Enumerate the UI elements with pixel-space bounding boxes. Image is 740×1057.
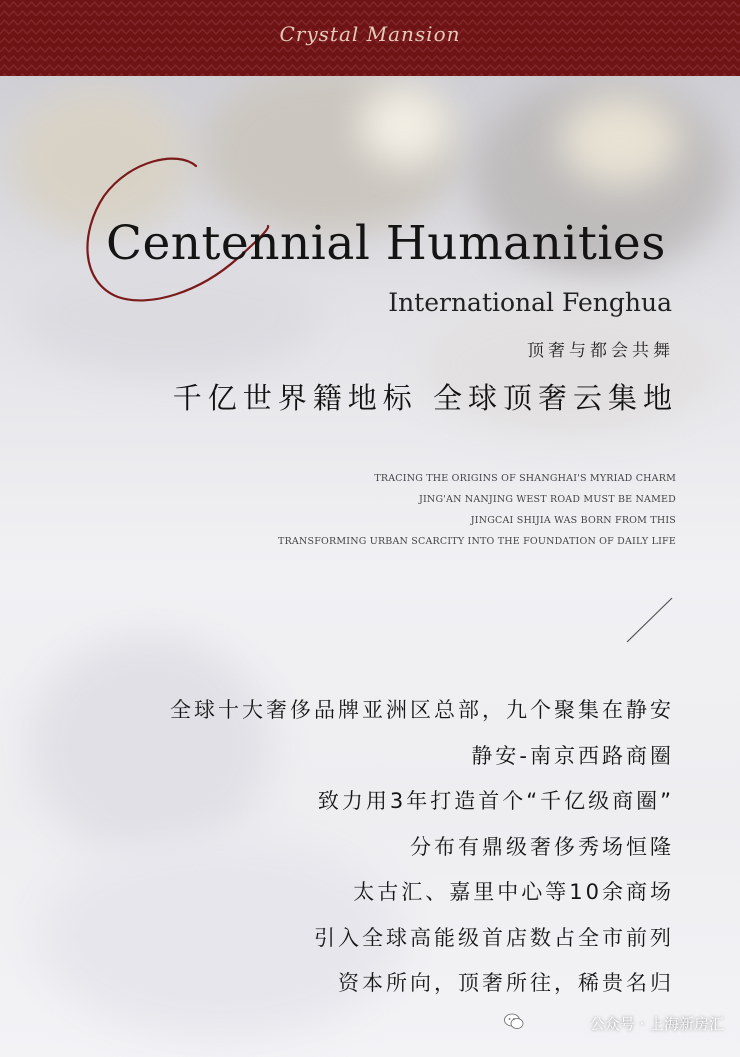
brand-logo: Crystal Mansion (279, 22, 461, 46)
body-line: 静安-南京西路商圈 (471, 743, 674, 768)
body-line: 资本所向，顶奢所往，稀贵名归 (338, 971, 674, 995)
wechat-icon (504, 1013, 524, 1030)
english-line: JINGCAI SHIJIA WAS BORN FROM THIS (470, 515, 676, 526)
body-line: 太古汇、嘉里中心等10余商场 (353, 880, 674, 904)
body-line: 全球十大奢侈品牌亚洲区总部，九个聚集在静安 (170, 698, 674, 722)
english-line: TRANSFORMING URBAN SCARCITY INTO THE FOUNDATION OF DAILY LIFE (278, 536, 676, 547)
hero-title: Centennial Humanities (106, 216, 666, 271)
body-line: 致力用3年打造首个“千亿级商圈” (317, 789, 674, 813)
english-line: TRACING THE ORIGINS OF SHANGHAI'S MYRIAD CHARM (374, 473, 676, 484)
body-line: 分布有鼎级奢侈秀场恒隆 (410, 834, 674, 859)
english-caption-block (278, 468, 676, 552)
hero-tagline-small: 顶奢与都会共舞 (527, 341, 674, 361)
diagonal-accent-line (627, 598, 672, 642)
english-line: JING'AN NANJING WEST ROAD MUST BE NAMED (418, 494, 676, 505)
body-text-block (170, 688, 674, 1007)
hero-tagline-big: 千亿世界籍地标 全球顶奢云集地 (172, 381, 678, 415)
hero-subtitle: International Fenghua (388, 288, 672, 317)
source-watermark: 公众号 · 上海新房汇 (589, 1015, 724, 1033)
body-line: 引入全球高能级首店数占全市前列 (314, 925, 674, 950)
